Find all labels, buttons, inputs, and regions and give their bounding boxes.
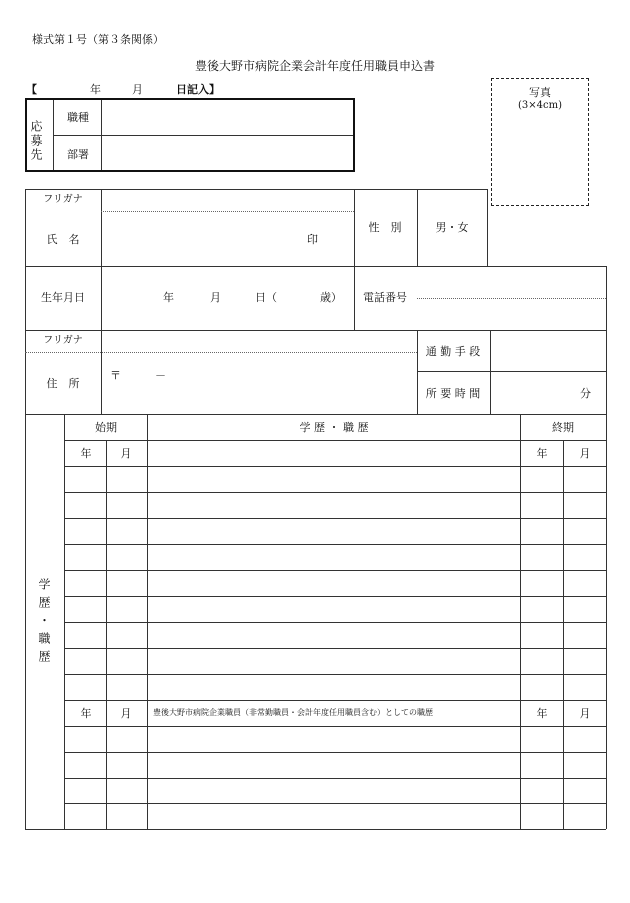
date-open-bracket: 【 <box>26 83 37 96</box>
address-label: 住 所 <box>46 377 80 390</box>
address-field[interactable] <box>103 354 415 412</box>
department-label: 部署 <box>67 148 89 161</box>
minutes-unit: 分 <box>580 387 591 400</box>
date-year-label: 年 <box>90 83 101 96</box>
postal-mark: 〒 <box>110 369 121 382</box>
department-field[interactable] <box>103 137 351 168</box>
form-number: 様式第１号（第３条関係） <box>32 33 164 46</box>
name-field[interactable] <box>103 213 303 265</box>
end-period-header: 終期 <box>552 421 574 434</box>
birth-day-label: 日（ <box>255 291 277 304</box>
apply-to-section <box>25 98 355 172</box>
date-month-label: 月 <box>132 83 143 96</box>
postal-dash: － <box>155 369 166 382</box>
commute-time-field[interactable] <box>492 373 572 412</box>
commute-means-field[interactable] <box>492 332 604 370</box>
photo-size: (3×4cm) <box>518 100 562 111</box>
phone-label: 電話番号 <box>363 291 407 304</box>
hospital-end-month-header: 月 <box>579 707 591 720</box>
commute-means-label: 通 勤 手 段 <box>425 345 481 358</box>
photo-box <box>491 78 589 206</box>
hospital-history-header: 豊後大野市病院企業職員（非常勤職員・会計年度任用職員含む）としての職歴 <box>153 708 433 717</box>
job-type-label: 職種 <box>67 111 89 124</box>
seal-mark: 印 <box>307 233 318 246</box>
address-furigana-label: フリガナ <box>43 335 83 346</box>
start-month-header: 月 <box>120 447 132 460</box>
job-type-field[interactable] <box>103 102 351 134</box>
birth-month-label: 月 <box>210 291 221 304</box>
hospital-end-year-header: 年 <box>536 707 548 720</box>
end-year-header: 年 <box>536 447 548 460</box>
sex-options[interactable]: 男・女 <box>435 221 469 234</box>
address-furigana-field[interactable] <box>103 332 415 351</box>
history-side-label: 学歴・職歴 <box>37 578 51 668</box>
age-label: 歳） <box>320 291 342 304</box>
photo-label: 写真 <box>529 86 551 99</box>
birthdate-label: 生年月日 <box>41 291 85 304</box>
apply-to-header: 応募先 <box>29 120 43 162</box>
start-period-header: 始期 <box>95 421 117 434</box>
date-day-label: 日記入】 <box>176 83 220 96</box>
hospital-start-month-header: 月 <box>120 707 132 720</box>
name-furigana-field[interactable] <box>103 191 353 210</box>
form-title: 豊後大野市病院企業会計年度任用職員申込書 <box>194 59 436 73</box>
name-label: 氏 名 <box>46 233 80 246</box>
history-main-header: 学 歴 ・ 職 歴 <box>299 421 369 434</box>
hospital-start-year-header: 年 <box>80 707 92 720</box>
end-month-header: 月 <box>579 447 591 460</box>
phone-field[interactable] <box>419 268 604 328</box>
birth-year-label: 年 <box>163 291 174 304</box>
commute-time-label: 所 要 時 間 <box>425 387 481 400</box>
name-furigana-label: フリガナ <box>43 194 83 205</box>
sex-label: 性 別 <box>368 221 402 234</box>
start-year-header: 年 <box>80 447 92 460</box>
